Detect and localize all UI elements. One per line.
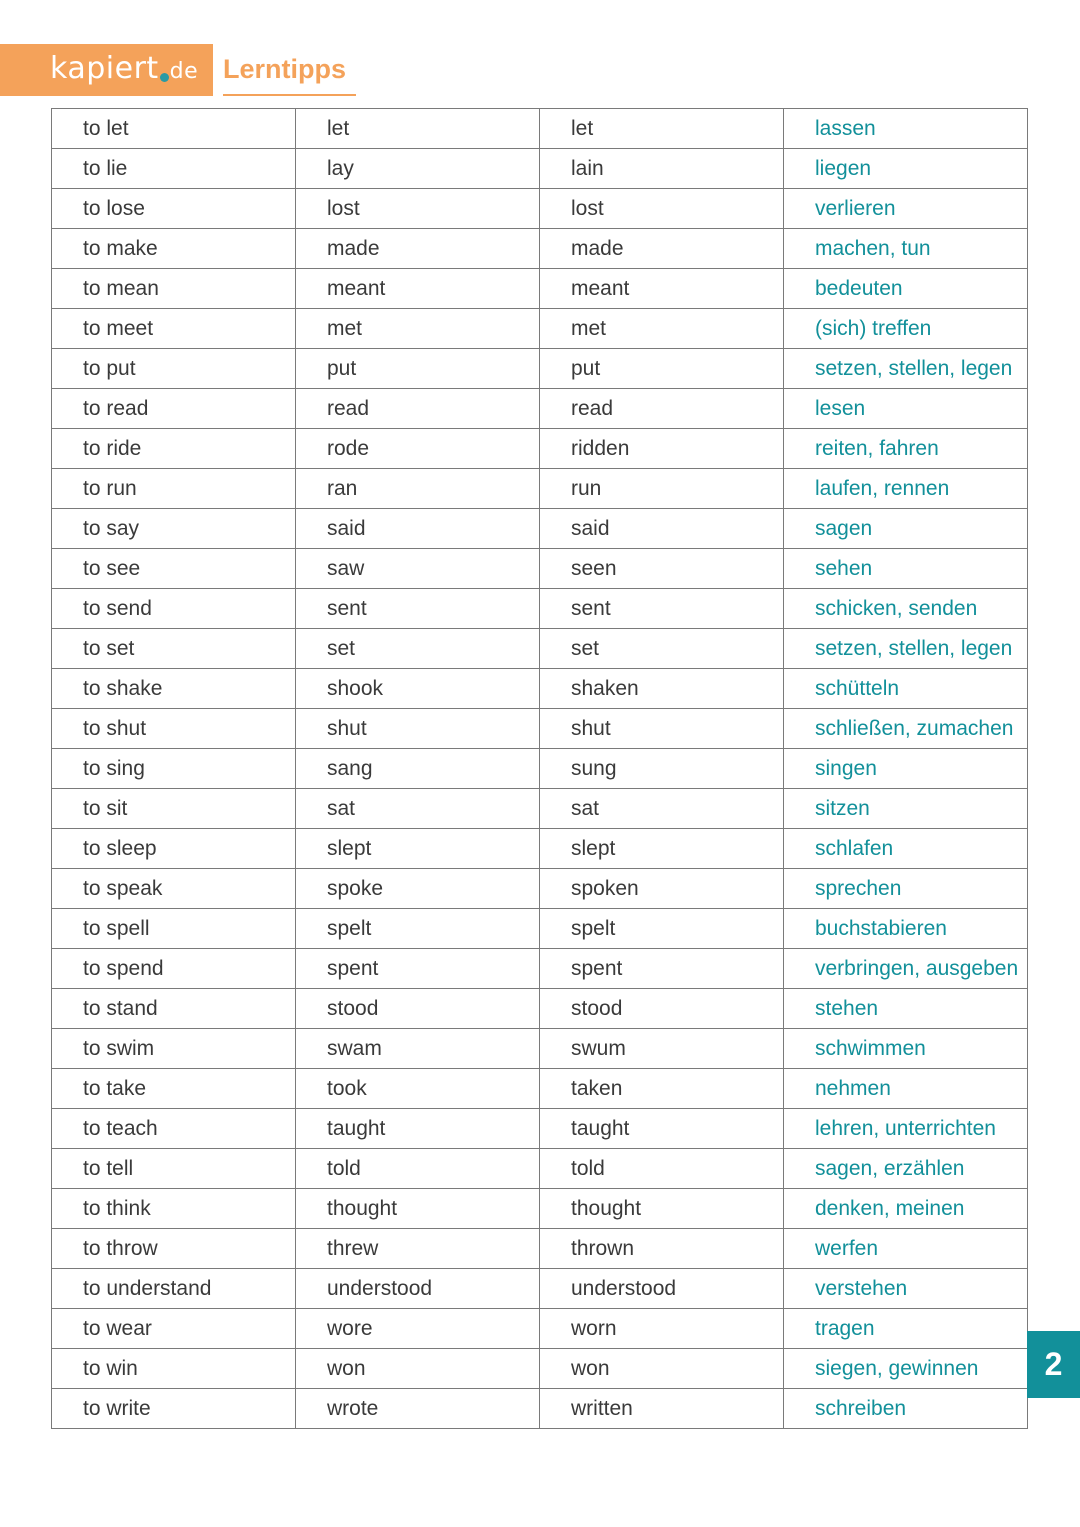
table-row [52, 549, 1028, 589]
cell-simple-past: shook [296, 669, 540, 709]
cell-simple-past: lost [296, 189, 540, 229]
cell-past-participle: taken [540, 1069, 784, 1109]
cell-past-participle: set [540, 629, 784, 669]
table-row [52, 829, 1028, 869]
cell-infinitive: to tell [52, 1149, 296, 1189]
table-row [52, 389, 1028, 429]
cell-infinitive: to take [52, 1069, 296, 1109]
cell-simple-past: sat [296, 789, 540, 829]
cell-infinitive: to wear [52, 1309, 296, 1349]
irregular-verbs-table [51, 108, 1028, 1429]
cell-german-translation: bedeuten [784, 269, 1028, 309]
cell-infinitive: to understand [52, 1269, 296, 1309]
table-row [52, 509, 1028, 549]
cell-past-participle: made [540, 229, 784, 269]
cell-german-translation: setzen, stellen, legen [784, 629, 1028, 669]
cell-past-participle: lost [540, 189, 784, 229]
cell-past-participle: understood [540, 1269, 784, 1309]
table-row [52, 1189, 1028, 1229]
cell-simple-past: met [296, 309, 540, 349]
table-row [52, 1229, 1028, 1269]
cell-infinitive: to teach [52, 1109, 296, 1149]
cell-past-participle: thought [540, 1189, 784, 1229]
cell-simple-past: made [296, 229, 540, 269]
cell-german-translation: stehen [784, 989, 1028, 1029]
cell-past-participle: run [540, 469, 784, 509]
cell-german-translation: reiten, fahren [784, 429, 1028, 469]
cell-german-translation: (sich) treffen [784, 309, 1028, 349]
cell-simple-past: wrote [296, 1389, 540, 1429]
cell-infinitive: to set [52, 629, 296, 669]
cell-german-translation: verlieren [784, 189, 1028, 229]
table-row [52, 429, 1028, 469]
cell-infinitive: to sleep [52, 829, 296, 869]
cell-simple-past: meant [296, 269, 540, 309]
cell-simple-past: thought [296, 1189, 540, 1229]
table-row [52, 1069, 1028, 1109]
cell-simple-past: spent [296, 949, 540, 989]
cell-simple-past: put [296, 349, 540, 389]
table-row [52, 1389, 1028, 1429]
table-row [52, 309, 1028, 349]
page-number-tab: 2 [1027, 1331, 1080, 1398]
table-row [52, 669, 1028, 709]
cell-past-participle: spoken [540, 869, 784, 909]
cell-past-participle: sung [540, 749, 784, 789]
cell-german-translation: sehen [784, 549, 1028, 589]
cell-simple-past: understood [296, 1269, 540, 1309]
cell-simple-past: swam [296, 1029, 540, 1069]
cell-past-participle: spent [540, 949, 784, 989]
cell-simple-past: read [296, 389, 540, 429]
cell-german-translation: laufen, rennen [784, 469, 1028, 509]
cell-past-participle: read [540, 389, 784, 429]
cell-past-participle: said [540, 509, 784, 549]
cell-german-translation: lesen [784, 389, 1028, 429]
cell-past-participle: lain [540, 149, 784, 189]
cell-past-participle: slept [540, 829, 784, 869]
cell-german-translation: schütteln [784, 669, 1028, 709]
cell-simple-past: shut [296, 709, 540, 749]
cell-simple-past: taught [296, 1109, 540, 1149]
cell-simple-past: slept [296, 829, 540, 869]
logo-main-text: kapiert [50, 51, 159, 86]
cell-german-translation: schwimmen [784, 1029, 1028, 1069]
cell-german-translation: liegen [784, 149, 1028, 189]
cell-past-participle: won [540, 1349, 784, 1389]
cell-infinitive: to sing [52, 749, 296, 789]
section-title: Lerntipps [223, 44, 356, 96]
cell-past-participle: meant [540, 269, 784, 309]
cell-simple-past: threw [296, 1229, 540, 1269]
cell-german-translation: lehren, unterrichten [784, 1109, 1028, 1149]
cell-simple-past: wore [296, 1309, 540, 1349]
cell-past-participle: told [540, 1149, 784, 1189]
table-row [52, 269, 1028, 309]
table-row [52, 629, 1028, 669]
cell-simple-past: ran [296, 469, 540, 509]
cell-german-translation: schlafen [784, 829, 1028, 869]
cell-simple-past: let [296, 109, 540, 149]
table-row [52, 109, 1028, 149]
table-row [52, 909, 1028, 949]
cell-german-translation: schließen, zumachen [784, 709, 1028, 749]
cell-infinitive: to meet [52, 309, 296, 349]
cell-infinitive: to let [52, 109, 296, 149]
brand-logo [0, 44, 213, 96]
cell-simple-past: sang [296, 749, 540, 789]
cell-simple-past: said [296, 509, 540, 549]
cell-german-translation: schreiben [784, 1389, 1028, 1429]
cell-simple-past: spoke [296, 869, 540, 909]
cell-past-participle: taught [540, 1109, 784, 1149]
cell-infinitive: to see [52, 549, 296, 589]
table-row [52, 1269, 1028, 1309]
cell-infinitive: to send [52, 589, 296, 629]
cell-infinitive: to lie [52, 149, 296, 189]
cell-infinitive: to speak [52, 869, 296, 909]
cell-german-translation: sitzen [784, 789, 1028, 829]
cell-simple-past: took [296, 1069, 540, 1109]
cell-past-participle: put [540, 349, 784, 389]
verb-table-body [52, 109, 1028, 1429]
cell-german-translation: sprechen [784, 869, 1028, 909]
cell-simple-past: saw [296, 549, 540, 589]
table-row [52, 1109, 1028, 1149]
cell-past-participle: shut [540, 709, 784, 749]
cell-german-translation: setzen, stellen, legen [784, 349, 1028, 389]
cell-past-participle: seen [540, 549, 784, 589]
table-row [52, 149, 1028, 189]
cell-infinitive: to read [52, 389, 296, 429]
cell-simple-past: lay [296, 149, 540, 189]
table-row [52, 709, 1028, 749]
cell-infinitive: to win [52, 1349, 296, 1389]
cell-past-participle: written [540, 1389, 784, 1429]
cell-infinitive: to spell [52, 909, 296, 949]
table-row [52, 749, 1028, 789]
cell-simple-past: rode [296, 429, 540, 469]
cell-german-translation: denken, meinen [784, 1189, 1028, 1229]
table-row [52, 1349, 1028, 1389]
cell-german-translation: siegen, gewinnen [784, 1349, 1028, 1389]
cell-infinitive: to write [52, 1389, 296, 1429]
cell-past-participle: worn [540, 1309, 784, 1349]
cell-past-participle: let [540, 109, 784, 149]
cell-infinitive: to lose [52, 189, 296, 229]
cell-past-participle: stood [540, 989, 784, 1029]
cell-infinitive: to ride [52, 429, 296, 469]
cell-infinitive: to swim [52, 1029, 296, 1069]
table-row [52, 1309, 1028, 1349]
cell-german-translation: verbringen, ausgeben [784, 949, 1028, 989]
table-row [52, 189, 1028, 229]
cell-german-translation: werfen [784, 1229, 1028, 1269]
cell-german-translation: nehmen [784, 1069, 1028, 1109]
cell-simple-past: set [296, 629, 540, 669]
cell-past-participle: shaken [540, 669, 784, 709]
logo-suffix-text: de [169, 59, 199, 84]
cell-german-translation: verstehen [784, 1269, 1028, 1309]
cell-infinitive: to make [52, 229, 296, 269]
table-row [52, 1149, 1028, 1189]
cell-simple-past: spelt [296, 909, 540, 949]
cell-infinitive: to think [52, 1189, 296, 1229]
cell-simple-past: stood [296, 989, 540, 1029]
cell-german-translation: schicken, senden [784, 589, 1028, 629]
table-row [52, 869, 1028, 909]
cell-infinitive: to say [52, 509, 296, 549]
cell-german-translation: singen [784, 749, 1028, 789]
cell-german-translation: machen, tun [784, 229, 1028, 269]
cell-past-participle: swum [540, 1029, 784, 1069]
cell-german-translation: sagen, erzählen [784, 1149, 1028, 1189]
table-row [52, 949, 1028, 989]
cell-german-translation: lassen [784, 109, 1028, 149]
cell-infinitive: to run [52, 469, 296, 509]
cell-infinitive: to put [52, 349, 296, 389]
cell-infinitive: to shake [52, 669, 296, 709]
cell-german-translation: buchstabieren [784, 909, 1028, 949]
cell-past-participle: thrown [540, 1229, 784, 1269]
table-row [52, 349, 1028, 389]
logo-dot-icon [160, 73, 169, 82]
cell-infinitive: to stand [52, 989, 296, 1029]
cell-german-translation: tragen [784, 1309, 1028, 1349]
cell-infinitive: to spend [52, 949, 296, 989]
cell-simple-past: told [296, 1149, 540, 1189]
cell-infinitive: to mean [52, 269, 296, 309]
cell-infinitive: to sit [52, 789, 296, 829]
cell-infinitive: to shut [52, 709, 296, 749]
cell-past-participle: sat [540, 789, 784, 829]
cell-past-participle: ridden [540, 429, 784, 469]
cell-past-participle: met [540, 309, 784, 349]
table-row [52, 469, 1028, 509]
cell-german-translation: sagen [784, 509, 1028, 549]
table-row [52, 229, 1028, 269]
cell-simple-past: won [296, 1349, 540, 1389]
table-row [52, 1029, 1028, 1069]
cell-simple-past: sent [296, 589, 540, 629]
cell-past-participle: sent [540, 589, 784, 629]
cell-infinitive: to throw [52, 1229, 296, 1269]
table-row [52, 989, 1028, 1029]
cell-past-participle: spelt [540, 909, 784, 949]
table-row [52, 589, 1028, 629]
table-row [52, 789, 1028, 829]
